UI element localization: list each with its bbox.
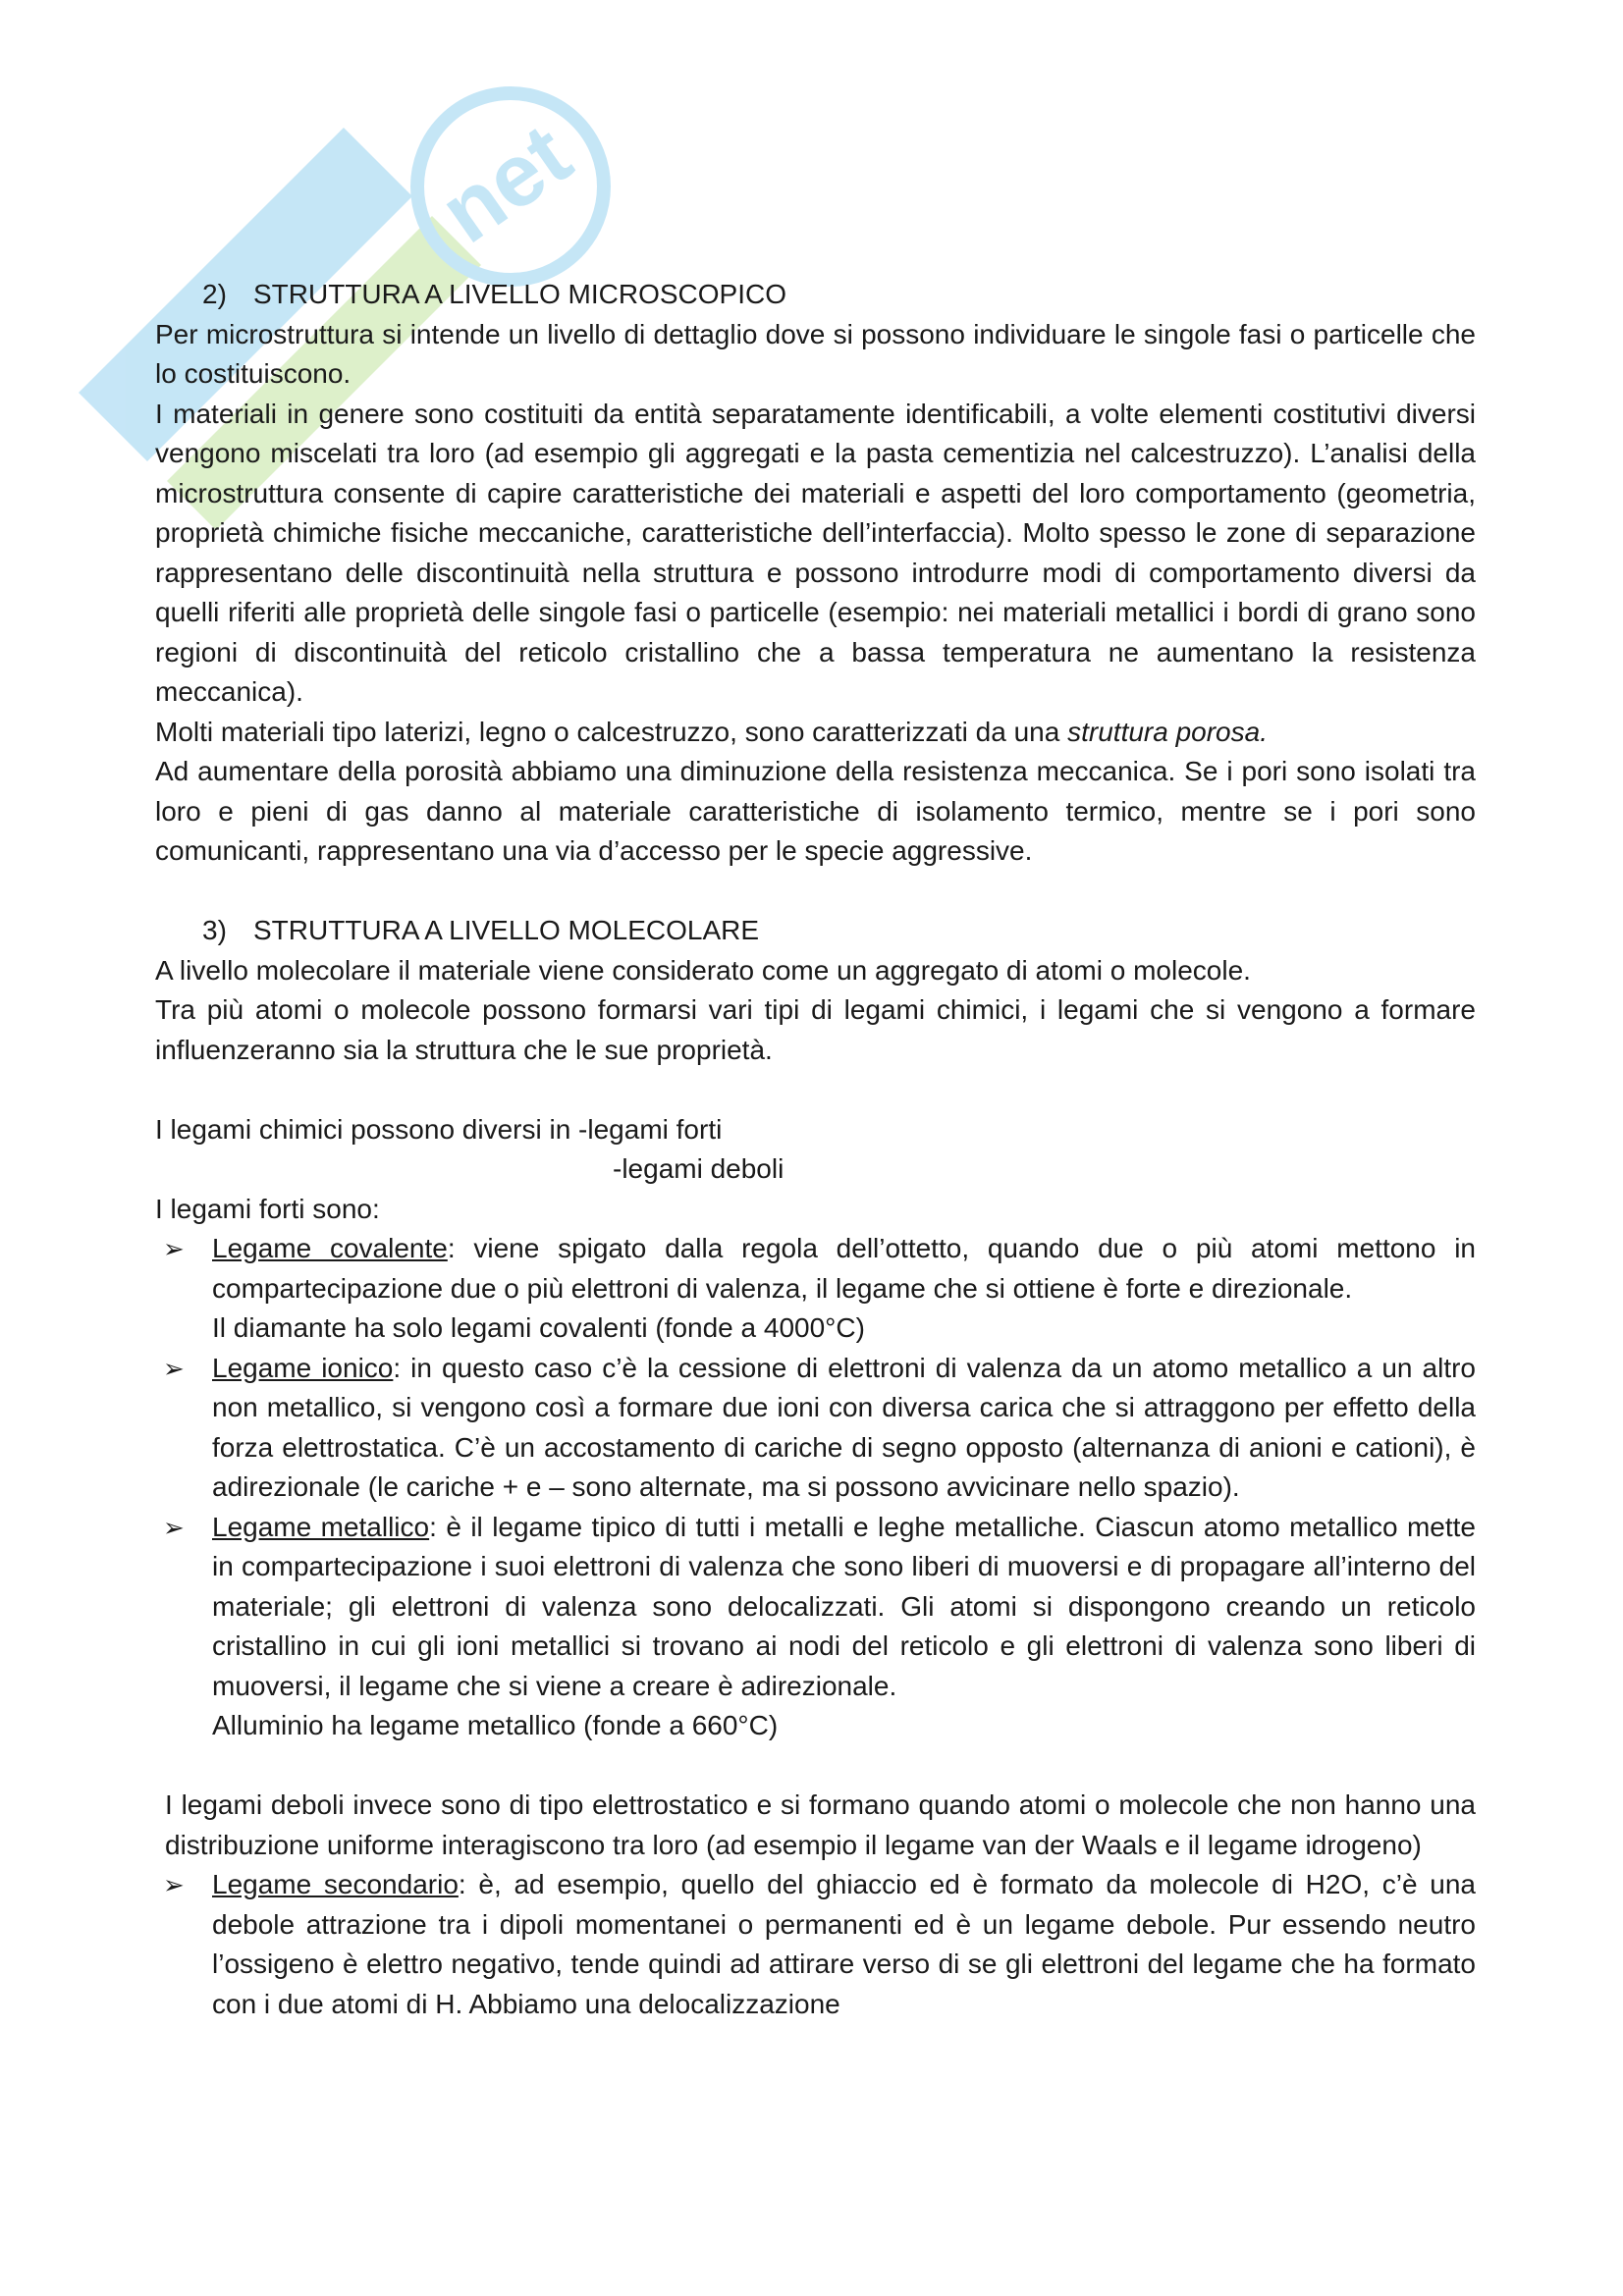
s2-paragraph-4: Ad aumentare della porosità abbiamo una diminuzione della resistenza meccanica. Se i pori sono isolati tra loro e pieni di gas danno al materiale caratteristiche di isolamento termico, mentre se i pori sono comunicanti, rappresentano una via d’accesso per le specie aggressive.: [155, 756, 1476, 866]
s3-paragraph-1: A livello molecolare il materiale viene considerato come un aggregato di atomi o molecole.: [155, 954, 1251, 986]
list-item: ➢ Legame ionico: in questo caso c’è la cessione di elettroni di valenza da un atomo metallico a un altro non metallico, si vengono così a formare due ioni con diversa carica che si attraggono per effetto della forza elettrostatica. C’è un accostamento di cariche di segno opposto (alternanza di anioni e cationi), è adirezionale (le cariche + e – sono alternate, ma si possono avvicinare nello spazio).: [155, 1349, 1476, 1508]
watermark-text: net: [423, 105, 589, 263]
list-item: ➢ Legame covalente: viene spigato dalla regola dell’ottetto, quando due o più atomi mettono in compartecipazione due o più elettroni di valenza, il legame che si ottiene è forte e direzionale. Il diamante ha solo legami covalenti (fonde a 4000°C): [155, 1229, 1476, 1349]
section-2-heading: 2) STRUTTURA A LIVELLO MICROSCOPICO: [202, 279, 787, 309]
s2-paragraph-1: Per microstruttura si intende un livello di dettaglio dove si possono individuare le singole fasi o particelle che lo costituiscono.: [155, 318, 1476, 389]
arrow-bullet-icon: ➢: [163, 1870, 185, 1899]
arrow-bullet-icon: ➢: [163, 1353, 185, 1383]
section-3-heading: 3) STRUTTURA A LIVELLO MOLECOLARE: [202, 915, 760, 945]
bond-types-line-2: -legami deboli: [613, 1153, 784, 1184]
s2-paragraph-2: I materiali in genere sono costituiti da entità separatamente identificabili, a volte elementi costitutivi diversi vengono miscelati tra loro (ad esempio gli aggregati e la pasta cementizia nel calcestruzzo). L’analisi della microstruttura consente di capire caratteristiche dei materiali e aspetti del loro comportamento (geometria, proprietà chimiche fisiche meccaniche, caratteristiche dell’interfaccia). Molto spesso le zone di separazione rappresentano delle discontinuità nella struttura e possono introdurre modi di comportamento diversi da quelli riferiti alle proprietà delle singole fasi o particelle (esempio: nei materiali metallici i bordi di grano sono regioni di discontinuità del reticolo cristallino che a bassa temperatura ne aumentano la resistenza meccanica).: [155, 398, 1476, 707]
strong-bonds-intro: I legami forti sono:: [155, 1193, 380, 1224]
list-item: ➢ Legame secondario: è, ad esempio, quello del ghiaccio ed è formato da molecole di H2O, c’è una debole attrazione tra i dipoli momentanei o permanenti ed è un legame debole. Pur essendo neutro l’ossigeno è elettro negativo, tende quindi ad attirare verso di se gli elettroni del legame che ha formato con i due atomi di H. Abbiamo una delocalizzazione: [155, 1865, 1476, 2024]
list-item: ➢ Legame metallico: è il legame tipico di tutti i metalli e leghe metalliche. Ciascun atomo metallico mette in compartecipazione i suoi elettroni di valenza che sono liberi di muoversi e di propagare all’interno del materiale; gli elettroni di valenza sono delocalizzati. Gli atomi si dispongono creando un reticolo cristallino in cui gli ioni metallici si trovano ai nodi del reticolo e gli elettroni di valenza sono liberi di muoversi, il legame che si viene a creare è adirezionale. Alluminio ha legame metallico (fonde a 660°C): [155, 1508, 1476, 1746]
s2-paragraph-3: Molti materiali tipo laterizi, legno o calcestruzzo, sono caratterizzati da una struttura porosa.: [155, 716, 1268, 747]
document-page: [155, 275, 1476, 2024]
bond-types-line-1: I legami chimici possono diversi in -legami forti: [155, 1113, 723, 1145]
weak-bonds-intro: I legami deboli invece sono di tipo elettrostatico e si formano quando atomi o molecole che non hanno una distribuzione uniforme interagiscono tra loro (ad esempio il legame van der Waals e il legame idrogeno): [165, 1789, 1476, 1860]
weak-bonds-list: [155, 1865, 1476, 2024]
arrow-bullet-icon: ➢: [163, 1512, 185, 1542]
arrow-bullet-icon: ➢: [163, 1234, 185, 1263]
s3-paragraph-2: Tra più atomi o molecole possono formarsi vari tipi di legami chimici, i legami che si vengono a formare influenzeranno sia la struttura che le sue proprietà.: [155, 994, 1476, 1065]
strong-bonds-list: [155, 1229, 1476, 1746]
